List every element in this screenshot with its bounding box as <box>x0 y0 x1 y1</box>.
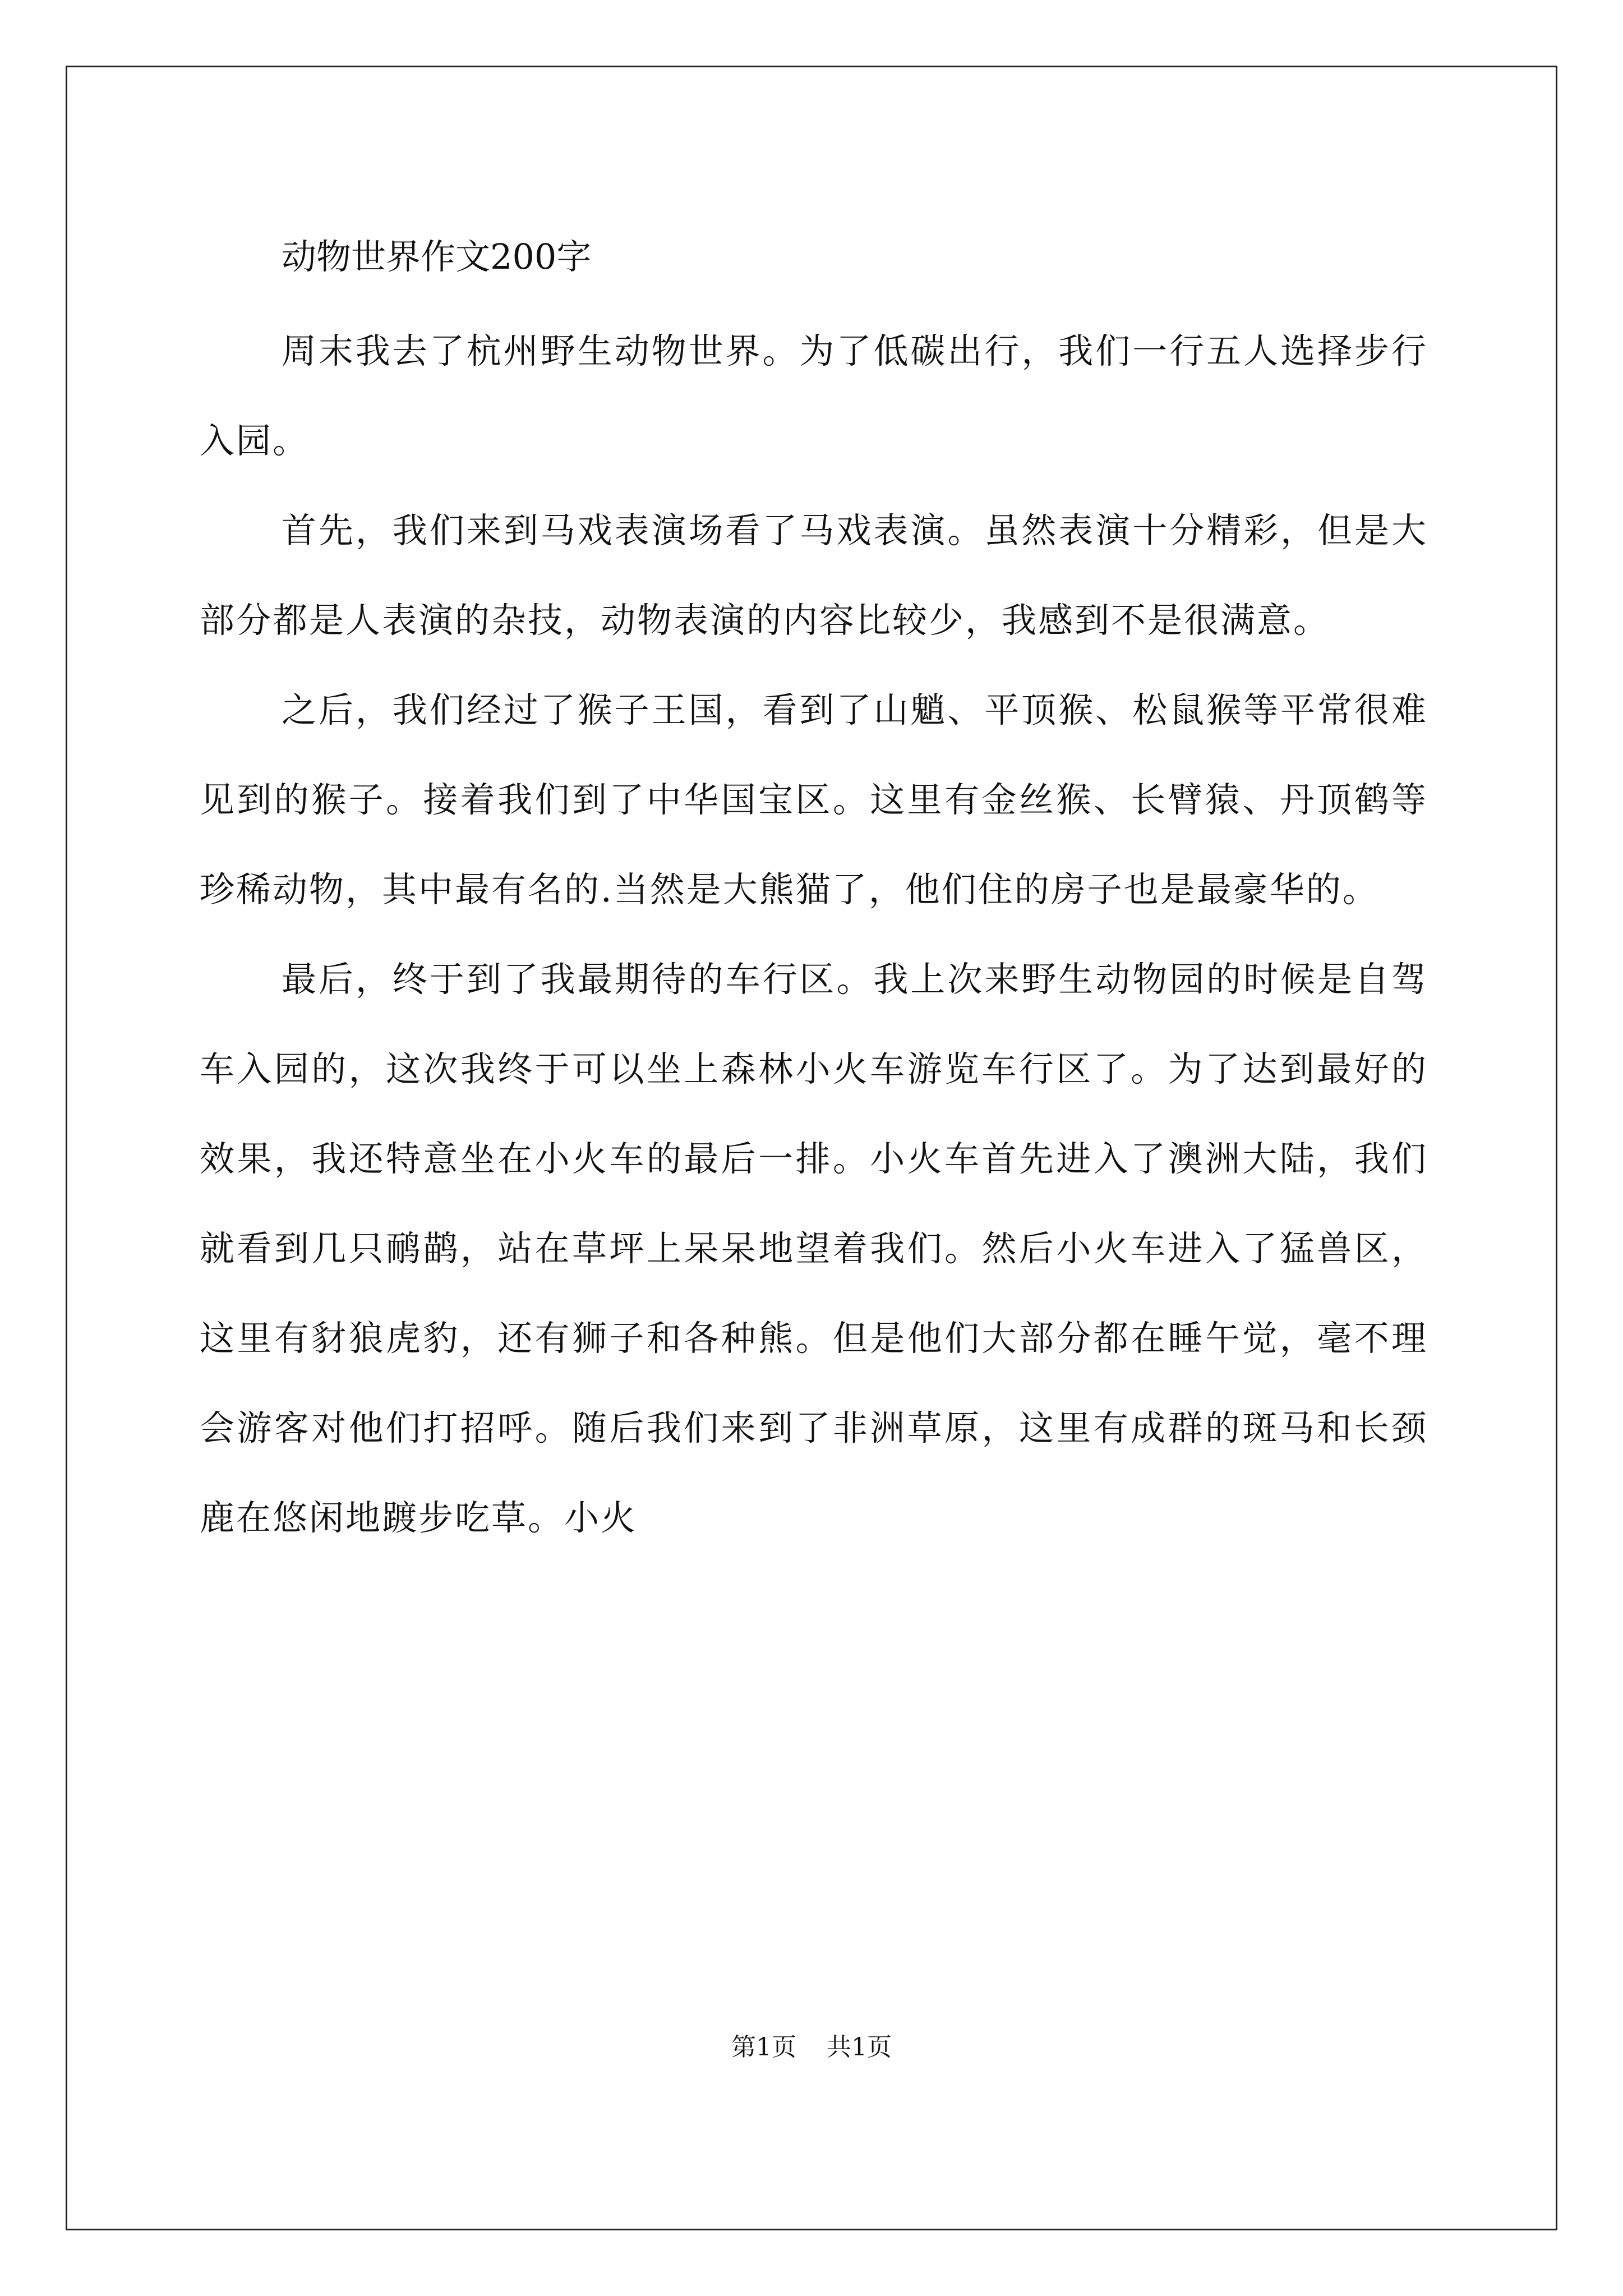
document-body <box>200 223 1428 1563</box>
page-footer <box>0 2031 1623 2064</box>
paragraph-4: 最后，终于到了我最期待的车行区。我上次来野生动物园的时候是自驾车入园的，这次我终于可以坐上森林小火车游览车行区了。为了达到最好的效果，我还特意坐在小火车的最后一排。小火车首先进入了澳洲大陆，我们就看到几只鸸鹋，站在草坪上呆呆地望着我们。然后小火车进入了猛兽区，这里有豺狼虎豹，还有狮子和各种熊。但是他们大部分都在睡午觉，毫不理会游客对他们打招呼。随后我们来到了非洲草原，这里有成群的斑马和长颈鹿在悠闲地踱步吃草。小火 <box>200 959 1428 1538</box>
paragraph-2: 首先，我们来到马戏表演场看了马戏表演。虽然表演十分精彩，但是大部分都是人表演的杂技，动物表演的内容比较少，我感到不是很满意。 <box>200 510 1428 641</box>
paragraph-3: 之后，我们经过了猴子王国，看到了山魈、平顶猴、松鼠猴等平常很难见到的猴子。接着我们到了中华国宝区。这里有金丝猴、长臂猿、丹顶鹤等珍稀动物，其中最有名的.当然是大熊猫了，他们住的房子也是最豪华的。 <box>200 689 1428 910</box>
document-title: 动物世界作文200字 <box>282 236 592 277</box>
page-total: 共1页 <box>827 2033 892 2062</box>
page-number: 第1页 <box>731 2033 796 2062</box>
paragraph-1: 周末我去了杭州野生动物世界。为了低碳出行，我们一行五人选择步行入园。 <box>200 330 1428 461</box>
